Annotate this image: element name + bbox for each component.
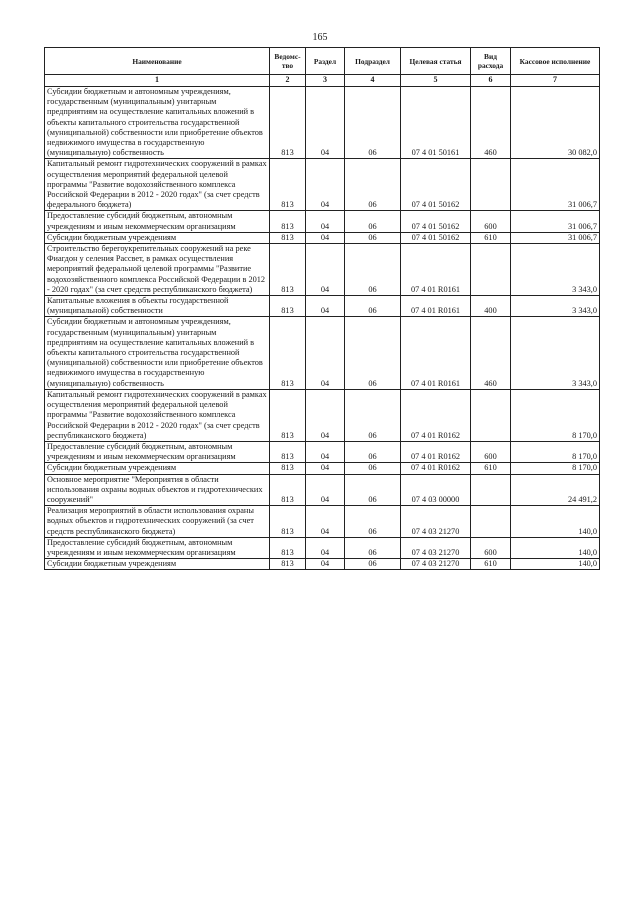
- row-name: Капитальный ремонт гидротехнических сооружений в рамках осуществления мероприятий федеральной целевой программы "Развитие водохозяйственного комплекса Российской Федерации в 2012 - 2020 годах" (за счет средств республиканского бюджета): [45, 389, 270, 441]
- row-ved: 813: [270, 441, 306, 462]
- row-ved: 813: [270, 211, 306, 232]
- row-name: Субсидии бюджетным учреждениям: [45, 559, 270, 570]
- row-razdel: 04: [306, 296, 345, 317]
- row-podrazdel: 06: [345, 389, 401, 441]
- row-vid: [471, 389, 511, 441]
- row-podrazdel: 06: [345, 463, 401, 474]
- header-row: [45, 48, 600, 75]
- table-row: [45, 159, 600, 211]
- column-number: 7: [511, 75, 600, 87]
- table-row: [45, 296, 600, 317]
- row-vid: [471, 474, 511, 506]
- row-ved: 813: [270, 506, 306, 538]
- table-body: [45, 87, 600, 570]
- row-target: 07 4 03 00000: [401, 474, 471, 506]
- row-podrazdel: 06: [345, 559, 401, 570]
- column-number: 5: [401, 75, 471, 87]
- row-ved: 813: [270, 537, 306, 558]
- row-podrazdel: 06: [345, 441, 401, 462]
- row-name: Субсидии бюджетным и автономным учреждениям, государственным (муниципальным) унитарным предприятиям на осуществление капитальных вложений в объекты капитального строительства государственной (муниципальной) собственности или приобретение объектов недвижимого имущества в государственную (муниципальную) собственность: [45, 317, 270, 389]
- row-ved: 813: [270, 232, 306, 243]
- row-amount: 3 343,0: [511, 317, 600, 389]
- row-ved: 813: [270, 244, 306, 296]
- row-razdel: 04: [306, 232, 345, 243]
- row-razdel: 04: [306, 211, 345, 232]
- row-vid: [471, 159, 511, 211]
- row-vid: 600: [471, 211, 511, 232]
- row-razdel: 04: [306, 317, 345, 389]
- budget-table: [44, 47, 600, 570]
- column-number: 2: [270, 75, 306, 87]
- column-number: 4: [345, 75, 401, 87]
- table-row: [45, 317, 600, 389]
- header-podrazdel: Подраздел: [345, 48, 401, 75]
- header-razdel: Раздел: [306, 48, 345, 75]
- header-vid: Вид расхода: [471, 48, 511, 75]
- row-podrazdel: 06: [345, 232, 401, 243]
- row-vid: 460: [471, 317, 511, 389]
- row-target: 07 4 03 21270: [401, 559, 471, 570]
- row-name: Реализация мероприятий в области использования охраны водных объектов и гидротехнических сооружений (за счет средств республиканского бюджета): [45, 506, 270, 538]
- row-name: Субсидии бюджетным учреждениям: [45, 463, 270, 474]
- row-podrazdel: 06: [345, 211, 401, 232]
- column-number-row: [45, 75, 600, 87]
- row-target: 07 4 01 R0161: [401, 244, 471, 296]
- row-target: 07 4 01 R0161: [401, 296, 471, 317]
- row-ved: 813: [270, 559, 306, 570]
- row-vid: 610: [471, 232, 511, 243]
- row-podrazdel: 06: [345, 317, 401, 389]
- row-target: 07 4 01 50162: [401, 159, 471, 211]
- row-razdel: 04: [306, 506, 345, 538]
- row-ved: 813: [270, 87, 306, 159]
- row-amount: 140,0: [511, 537, 600, 558]
- row-amount: 140,0: [511, 506, 600, 538]
- row-target: 07 4 01 R0162: [401, 389, 471, 441]
- row-amount: 31 006,7: [511, 211, 600, 232]
- row-amount: 31 006,7: [511, 232, 600, 243]
- row-ved: 813: [270, 389, 306, 441]
- table-row: [45, 537, 600, 558]
- row-target: 07 4 01 R0161: [401, 317, 471, 389]
- row-amount: 3 343,0: [511, 296, 600, 317]
- row-vid: 460: [471, 87, 511, 159]
- row-razdel: 04: [306, 537, 345, 558]
- row-vid: 400: [471, 296, 511, 317]
- row-target: 07 4 03 21270: [401, 537, 471, 558]
- row-amount: 140,0: [511, 559, 600, 570]
- row-name: Предоставление субсидий бюджетным, автономным учреждениям и иным некоммерческим организациям: [45, 441, 270, 462]
- header-amount: Кассовое исполнение: [511, 48, 600, 75]
- row-vid: [471, 244, 511, 296]
- table-row: [45, 389, 600, 441]
- row-amount: 30 082,0: [511, 87, 600, 159]
- row-vid: 610: [471, 463, 511, 474]
- row-ved: 813: [270, 463, 306, 474]
- row-podrazdel: 06: [345, 244, 401, 296]
- row-amount: 3 343,0: [511, 244, 600, 296]
- table-row: [45, 559, 600, 570]
- header-name: Наименование: [45, 48, 270, 75]
- row-ved: 813: [270, 474, 306, 506]
- row-name: Субсидии бюджетным учреждениям: [45, 232, 270, 243]
- table-row: [45, 463, 600, 474]
- row-razdel: 04: [306, 474, 345, 506]
- row-amount: 8 170,0: [511, 389, 600, 441]
- row-name: Предоставление субсидий бюджетным, автономным учреждениям и иным некоммерческим организациям: [45, 537, 270, 558]
- row-amount: 8 170,0: [511, 463, 600, 474]
- row-amount: 8 170,0: [511, 441, 600, 462]
- row-name: Строительство берегоукрепительных сооружений на реке Фиагдон у селения Рассвет, в рамках осуществления мероприятий федеральной целевой программы "Развитие водохозяйственного комплекса Российской Федерации в 2012 - 2020 годах" (за счет средств республиканского бюджета): [45, 244, 270, 296]
- row-target: 07 4 01 R0162: [401, 463, 471, 474]
- row-podrazdel: 06: [345, 537, 401, 558]
- row-razdel: 04: [306, 244, 345, 296]
- row-vid: 600: [471, 537, 511, 558]
- table-row: [45, 244, 600, 296]
- table-row: [45, 87, 600, 159]
- row-razdel: 04: [306, 389, 345, 441]
- row-name: Основное мероприятие "Мероприятия в области использования охраны водных объектов и гидротехнических сооружений": [45, 474, 270, 506]
- row-razdel: 04: [306, 463, 345, 474]
- row-razdel: 04: [306, 87, 345, 159]
- table-row: [45, 211, 600, 232]
- row-ved: 813: [270, 159, 306, 211]
- row-target: 07 4 01 R0162: [401, 441, 471, 462]
- table-row: [45, 441, 600, 462]
- row-razdel: 04: [306, 559, 345, 570]
- row-name: Предоставление субсидий бюджетным, автономным учреждениям и иным некоммерческим организациям: [45, 211, 270, 232]
- row-podrazdel: 06: [345, 506, 401, 538]
- row-name: Капитальные вложения в объекты государственной (муниципальной) собственности: [45, 296, 270, 317]
- row-ved: 813: [270, 296, 306, 317]
- row-podrazdel: 06: [345, 87, 401, 159]
- column-number: 1: [45, 75, 270, 87]
- row-target: 07 4 01 50161: [401, 87, 471, 159]
- row-vid: 610: [471, 559, 511, 570]
- row-podrazdel: 06: [345, 474, 401, 506]
- table-row: [45, 474, 600, 506]
- row-target: 07 4 03 21270: [401, 506, 471, 538]
- row-podrazdel: 06: [345, 159, 401, 211]
- row-ved: 813: [270, 317, 306, 389]
- column-number: 6: [471, 75, 511, 87]
- page-number: 165: [312, 32, 328, 43]
- row-podrazdel: 06: [345, 296, 401, 317]
- row-razdel: 04: [306, 441, 345, 462]
- row-target: 07 4 01 50162: [401, 211, 471, 232]
- column-number: 3: [306, 75, 345, 87]
- row-name: Капитальный ремонт гидротехнических сооружений в рамках осуществления мероприятий федеральной целевой программы "Развитие водохозяйственного комплекса Российской Федерации в 2012 - 2020 годах" (за счет средств федерального бюджета): [45, 159, 270, 211]
- row-vid: [471, 506, 511, 538]
- row-name: Субсидии бюджетным и автономным учреждениям, государственным (муниципальным) унитарным предприятиям на осуществление капитальных вложений в объекты капитального строительства государственной (муниципальной) собственности или приобретение объектов недвижимого имущества в государственную (муниципальную) собственность: [45, 87, 270, 159]
- row-target: 07 4 01 50162: [401, 232, 471, 243]
- header-target: Целевая статья: [401, 48, 471, 75]
- table-row: [45, 506, 600, 538]
- row-amount: 31 006,7: [511, 159, 600, 211]
- table-row: [45, 232, 600, 243]
- row-vid: 600: [471, 441, 511, 462]
- header-ved: Ведомс-тво: [270, 48, 306, 75]
- row-razdel: 04: [306, 159, 345, 211]
- row-amount: 24 491,2: [511, 474, 600, 506]
